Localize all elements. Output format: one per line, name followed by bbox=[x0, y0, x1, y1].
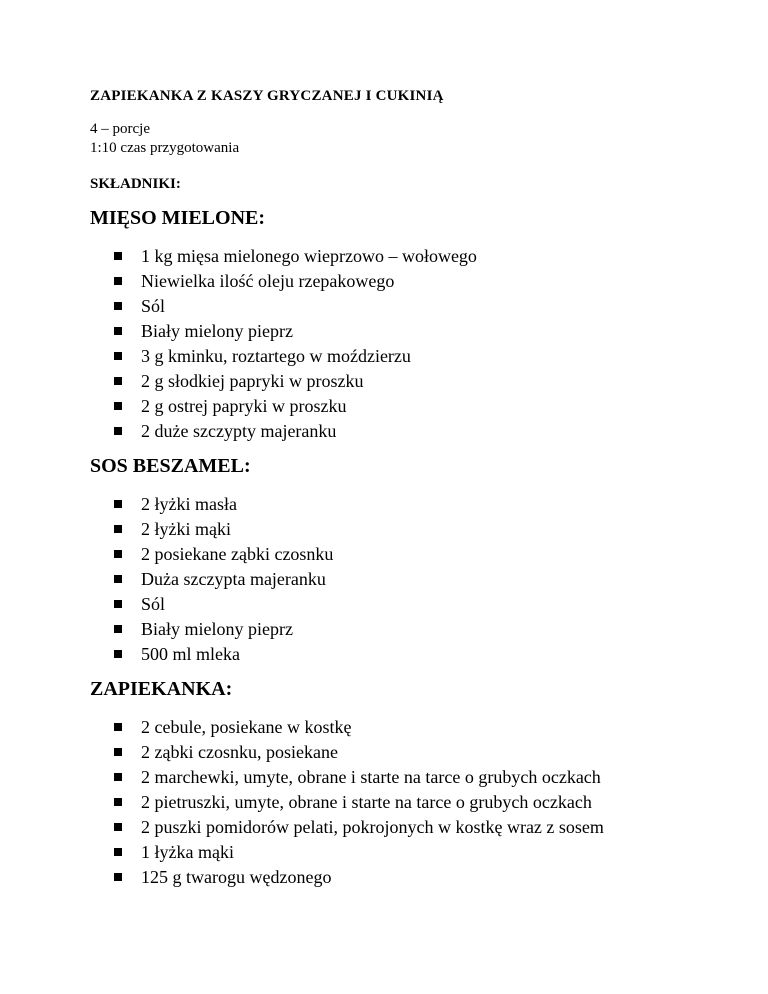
list-item-text: 2 duże szczypty majeranku bbox=[141, 421, 337, 441]
list-item-text: 1 łyżka mąki bbox=[141, 842, 234, 862]
list-item bbox=[114, 642, 333, 667]
list-item-text: 2 g ostrej papryki w proszku bbox=[141, 396, 347, 416]
square-bullet-icon bbox=[114, 302, 122, 310]
list-item bbox=[114, 492, 333, 517]
square-bullet-icon bbox=[114, 277, 122, 285]
section-heading-zapiekanka: ZAPIEKANKA: bbox=[90, 678, 233, 700]
list-item bbox=[114, 865, 604, 890]
list-item-text: 3 g kminku, roztartego w moździerzu bbox=[141, 346, 411, 366]
square-bullet-icon bbox=[114, 352, 122, 360]
square-bullet-icon bbox=[114, 625, 122, 633]
square-bullet-icon bbox=[114, 600, 122, 608]
square-bullet-icon bbox=[114, 823, 122, 831]
list-item-text: Biały mielony pieprz bbox=[141, 619, 293, 639]
recipe-title: ZAPIEKANKA Z KASZY GRYCZANEJ I CUKINIĄ bbox=[90, 88, 444, 104]
square-bullet-icon bbox=[114, 873, 122, 881]
square-bullet-icon bbox=[114, 402, 122, 410]
list-item-text: 2 łyżki mąki bbox=[141, 519, 231, 539]
list-item bbox=[114, 517, 333, 542]
list-item-text: 2 ząbki czosnku, posiekane bbox=[141, 742, 338, 762]
list-item-text: Duża szczypta majeranku bbox=[141, 569, 326, 589]
list-item bbox=[114, 815, 604, 840]
square-bullet-icon bbox=[114, 748, 122, 756]
list-item bbox=[114, 715, 604, 740]
list-item bbox=[114, 542, 333, 567]
list-item bbox=[114, 765, 604, 790]
square-bullet-icon bbox=[114, 773, 122, 781]
list-item-text: Sól bbox=[141, 296, 166, 316]
list-item bbox=[114, 419, 477, 444]
list-item bbox=[114, 617, 333, 642]
list-item bbox=[114, 269, 477, 294]
list-item-text: Niewielka ilość oleju rzepakowego bbox=[141, 271, 395, 291]
section-heading-mieso-mielone: MIĘSO MIELONE: bbox=[90, 207, 266, 229]
list-item-text: 500 ml mleka bbox=[141, 644, 240, 664]
square-bullet-icon bbox=[114, 550, 122, 558]
list-item bbox=[114, 244, 477, 269]
ingredient-list-zapiekanka bbox=[114, 715, 604, 890]
list-item bbox=[114, 294, 477, 319]
list-item bbox=[114, 319, 477, 344]
list-item bbox=[114, 567, 333, 592]
list-item bbox=[114, 369, 477, 394]
list-item bbox=[114, 790, 604, 815]
square-bullet-icon bbox=[114, 377, 122, 385]
list-item bbox=[114, 344, 477, 369]
list-item bbox=[114, 740, 604, 765]
prep-time-text: 1:10 czas przygotowania bbox=[90, 140, 240, 156]
list-item-text: 2 marchewki, umyte, obrane i starte na tarce o grubych oczkach bbox=[141, 767, 601, 787]
portions-text: 4 – porcje bbox=[90, 121, 150, 137]
list-item-text: 125 g twarogu wędzonego bbox=[141, 867, 332, 887]
list-item bbox=[114, 394, 477, 419]
ingredient-list-sos-beszamel bbox=[114, 492, 333, 667]
list-item-text: 1 kg mięsa mielonego wieprzowo – wołowego bbox=[141, 246, 477, 266]
list-item-text: Biały mielony pieprz bbox=[141, 321, 293, 341]
square-bullet-icon bbox=[114, 500, 122, 508]
square-bullet-icon bbox=[114, 723, 122, 731]
square-bullet-icon bbox=[114, 575, 122, 583]
square-bullet-icon bbox=[114, 327, 122, 335]
list-item bbox=[114, 592, 333, 617]
square-bullet-icon bbox=[114, 650, 122, 658]
ingredients-heading: SKŁADNIKI: bbox=[90, 176, 181, 192]
list-item bbox=[114, 840, 604, 865]
list-item-text: Sól bbox=[141, 594, 166, 614]
list-item-text: 2 pietruszki, umyte, obrane i starte na tarce o grubych oczkach bbox=[141, 792, 592, 812]
list-item-text: 2 puszki pomidorów pelati, pokrojonych w kostkę wraz z sosem bbox=[141, 817, 604, 837]
square-bullet-icon bbox=[114, 427, 122, 435]
list-item-text: 2 cebule, posiekane w kostkę bbox=[141, 717, 352, 737]
list-item-text: 2 posiekane ząbki czosnku bbox=[141, 544, 334, 564]
square-bullet-icon bbox=[114, 525, 122, 533]
list-item-text: 2 łyżki masła bbox=[141, 494, 237, 514]
recipe-meta bbox=[90, 120, 239, 158]
square-bullet-icon bbox=[114, 798, 122, 806]
ingredient-list-mieso-mielone bbox=[114, 244, 477, 444]
list-item-text: 2 g słodkiej papryki w proszku bbox=[141, 371, 364, 391]
section-heading-sos-beszamel: SOS BESZAMEL: bbox=[90, 455, 251, 477]
square-bullet-icon bbox=[114, 848, 122, 856]
square-bullet-icon bbox=[114, 252, 122, 260]
